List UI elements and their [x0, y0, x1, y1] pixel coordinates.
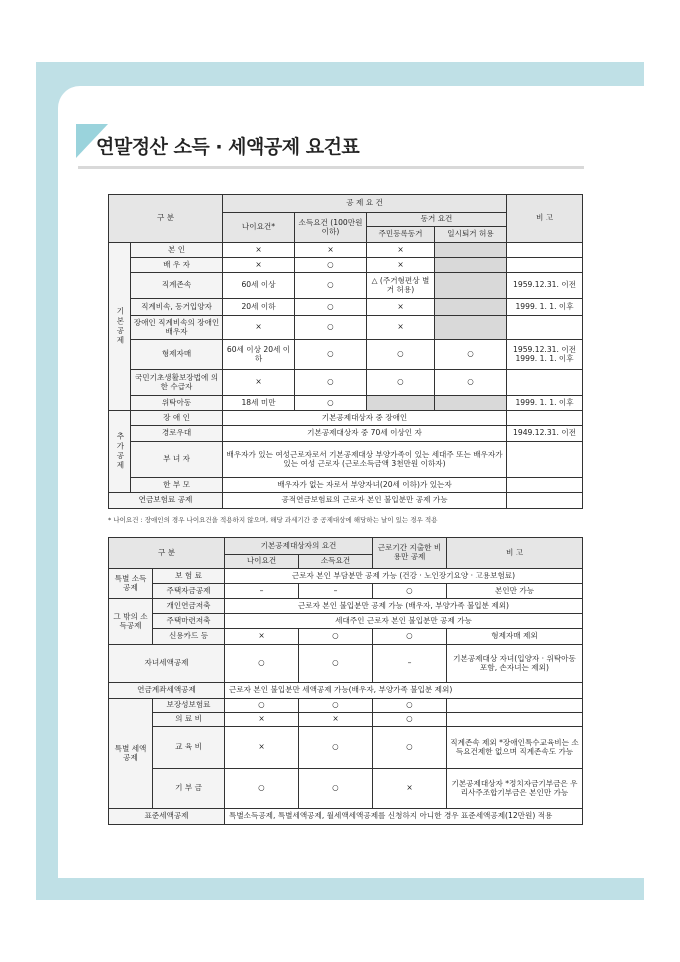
group-extra: 추가공제	[109, 411, 131, 493]
cell-temp	[435, 273, 507, 299]
cell-age: ×	[223, 243, 295, 258]
cell-income: ○	[295, 340, 367, 370]
row-label: 장애인 직계비속의 장애인 배우자	[131, 316, 223, 340]
cell-note	[447, 699, 583, 713]
row-label-pension: 연금보험료 공제	[109, 493, 223, 509]
cell-note	[507, 478, 583, 493]
cell-note	[447, 713, 583, 727]
cell-note: 1999. 1. 1. 이후	[507, 396, 583, 411]
cell-age: ×	[225, 727, 299, 769]
cell-age: ×	[223, 316, 295, 340]
row-label: 신용카드 등	[153, 629, 225, 645]
cell-note	[507, 411, 583, 426]
header-note: 비 고	[507, 195, 583, 243]
header-category: 구 분	[109, 538, 225, 569]
cell-period: ×	[373, 769, 447, 809]
header-dependent: 기본공제대상자의 요건	[225, 538, 373, 555]
cell-text: 근로자 본인 불입분만 세액공제 가능(배우자, 부양가족 불입분 제외)	[225, 683, 583, 699]
row-label: 장 애 인	[131, 411, 223, 426]
cell-period: ○	[373, 727, 447, 769]
cell-period: ○	[373, 584, 447, 599]
cell-age: 60세 이상 20세 이하	[223, 340, 295, 370]
row-label: 보장성보험료	[153, 699, 225, 713]
row-label: 직계존속	[131, 273, 223, 299]
row-label: 보 험 료	[153, 569, 225, 584]
cell-resident: ×	[367, 299, 435, 316]
cell-income: ×	[299, 713, 373, 727]
cell-period: –	[373, 645, 447, 683]
cell-temp	[435, 299, 507, 316]
group-other-income: 그 밖의 소득공제	[109, 599, 153, 645]
cell-income: –	[299, 584, 373, 599]
cell-income: ○	[295, 258, 367, 273]
cell-text: 세대주인 근로자 본인 불입분만 공제 가능	[225, 614, 583, 629]
cell-note	[507, 316, 583, 340]
cell-note: 직계존속 제외 *장애인특수교육비는 소득요건제한 없으며 직계존속도 가능	[447, 727, 583, 769]
cell-income: ○	[295, 316, 367, 340]
cell-note	[507, 493, 583, 509]
tax-credit-requirements-table	[108, 537, 583, 825]
row-label: 배 우 자	[131, 258, 223, 273]
header-resident: 주민등록동거	[367, 227, 435, 243]
cell-income: ○	[295, 396, 367, 411]
cell-text: 기본공제대상자 중 70세 이상인 자	[223, 426, 507, 442]
header-note: 비 고	[447, 538, 583, 569]
row-label: 개인연금저축	[153, 599, 225, 614]
header-period: 근로기간 지출한 비용만 공제	[373, 538, 447, 569]
cell-income: ○	[295, 273, 367, 299]
cell-age: ○	[225, 645, 299, 683]
row-label: 직계비속, 동거입양자	[131, 299, 223, 316]
cell-temp: ○	[435, 340, 507, 370]
group-special-income: 특별 소득공제	[109, 569, 153, 599]
cell-note: 기본공제대상자 *정치자금기부금은 우리사주조합기부금은 본인만 가능	[447, 769, 583, 809]
cell-income: ○	[299, 727, 373, 769]
age-footnote: * 나이요건 : 장애인의 경우 나이요건을 적용하지 않으며, 해당 과세기간 중 공제대상에 해당하는 날이 있는 경우 적용	[108, 516, 438, 524]
cell-note	[507, 370, 583, 396]
cell-income: ×	[295, 243, 367, 258]
cell-income: ○	[299, 699, 373, 713]
row-label: 한 부 모	[131, 478, 223, 493]
header-category: 구 분	[109, 195, 223, 243]
cell-text: 배우자가 없는 자로서 부양자녀(20세 이하)가 있는자	[223, 478, 507, 493]
cell-note: 본인만 가능	[447, 584, 583, 599]
header-income: 소득요건	[299, 555, 373, 569]
row-label: 부 녀 자	[131, 442, 223, 478]
cell-text: 공적연금보험료의 근로자 본인 불입분만 공제 가능	[223, 493, 507, 509]
cell-age: 20세 이하	[223, 299, 295, 316]
cell-note: 형제자매 제외	[447, 629, 583, 645]
cell-text: 특별소득공제, 특별세액공제, 월세액세액공제를 신청하지 아니한 경우 표준세액공제(12만원) 적용	[225, 809, 583, 825]
cell-age: ×	[223, 370, 295, 396]
page-title: 연말정산 소득 · 세액공제 요건표	[96, 136, 360, 158]
header-conditions: 공 제 요 건	[223, 195, 507, 213]
cell-income: ○	[295, 299, 367, 316]
cell-text: 배우자가 있는 여성근로자로서 기본공제대상 부양가족이 있는 세대주 또는 배우자가 있는 여성 근로자 (근로소득금액 3천만원 이하자)	[223, 442, 507, 478]
row-label: 주택마련저축	[153, 614, 225, 629]
row-label: 자녀세액공제	[109, 645, 225, 683]
row-label: 표준세액공제	[109, 809, 225, 825]
cell-temp: ○	[435, 370, 507, 396]
cell-age: ×	[225, 713, 299, 727]
cell-text: 기본공제대상자 중 장애인	[223, 411, 507, 426]
row-label: 위탁아동	[131, 396, 223, 411]
row-label: 경로우대	[131, 426, 223, 442]
cell-period: ○	[373, 629, 447, 645]
cell-age: ×	[225, 629, 299, 645]
cell-note: 1959.12.31. 이전 1999. 1. 1. 이후	[507, 340, 583, 370]
cell-note	[507, 258, 583, 273]
cell-note: 1959.12.31. 이전	[507, 273, 583, 299]
cell-income: ○	[299, 629, 373, 645]
cell-text: 근로자 본인 불입분만 공제 가능 (배우자, 부양가족 불입분 제외)	[225, 599, 583, 614]
cell-temp	[435, 316, 507, 340]
cell-age: 18세 미만	[223, 396, 295, 411]
row-label: 교 육 비	[153, 727, 225, 769]
cell-note: 1999. 1. 1. 이후	[507, 299, 583, 316]
cell-temp	[435, 258, 507, 273]
row-label: 국민기초생활보장법에 의한 수급자	[131, 370, 223, 396]
cell-age: 60세 이상	[223, 273, 295, 299]
cell-income: ○	[299, 769, 373, 809]
title-divider	[78, 166, 584, 169]
cell-age: ○	[225, 769, 299, 809]
cell-note: 기본공제대상 자녀(입양자 · 위탁아동 포함, 손자녀는 제외)	[447, 645, 583, 683]
group-special-tax: 특별 세액공제	[109, 699, 153, 809]
header-temp: 일시퇴거 허용	[435, 227, 507, 243]
cell-temp	[435, 396, 507, 411]
row-label: 주택자금공제	[153, 584, 225, 599]
deduction-requirements-table	[108, 194, 583, 509]
cell-income: ○	[295, 370, 367, 396]
cell-temp	[435, 243, 507, 258]
cell-resident: ×	[367, 316, 435, 340]
cell-period: ○	[373, 699, 447, 713]
cell-note	[507, 442, 583, 478]
row-label: 본 인	[131, 243, 223, 258]
header-income: 소득요건 (100만원 이하)	[295, 213, 367, 243]
header-age: 나이요건*	[223, 213, 295, 243]
cell-resident: ×	[367, 258, 435, 273]
row-label: 형제자매	[131, 340, 223, 370]
cell-resident: △ (주거형편상 별거 허용)	[367, 273, 435, 299]
row-label: 기 부 금	[153, 769, 225, 809]
cell-age: –	[225, 584, 299, 599]
cell-income: ○	[299, 645, 373, 683]
group-basic: 기본공제	[109, 243, 131, 411]
header-cohabit: 동거 요건	[367, 213, 507, 227]
cell-resident: ×	[367, 243, 435, 258]
cell-age: ×	[223, 258, 295, 273]
header-age: 나이요건	[225, 555, 299, 569]
cell-period: ○	[373, 713, 447, 727]
cell-text: 근로자 본인 부담분만 공제 가능 (건강 · 노인장기요양 · 고용보험료)	[225, 569, 583, 584]
row-label: 연금계좌세액공제	[109, 683, 225, 699]
cell-resident: ○	[367, 340, 435, 370]
cell-resident: ○	[367, 370, 435, 396]
cell-resident	[367, 396, 435, 411]
row-label: 의 료 비	[153, 713, 225, 727]
cell-note	[507, 243, 583, 258]
cell-note: 1949.12.31. 이전	[507, 426, 583, 442]
cell-age: ○	[225, 699, 299, 713]
